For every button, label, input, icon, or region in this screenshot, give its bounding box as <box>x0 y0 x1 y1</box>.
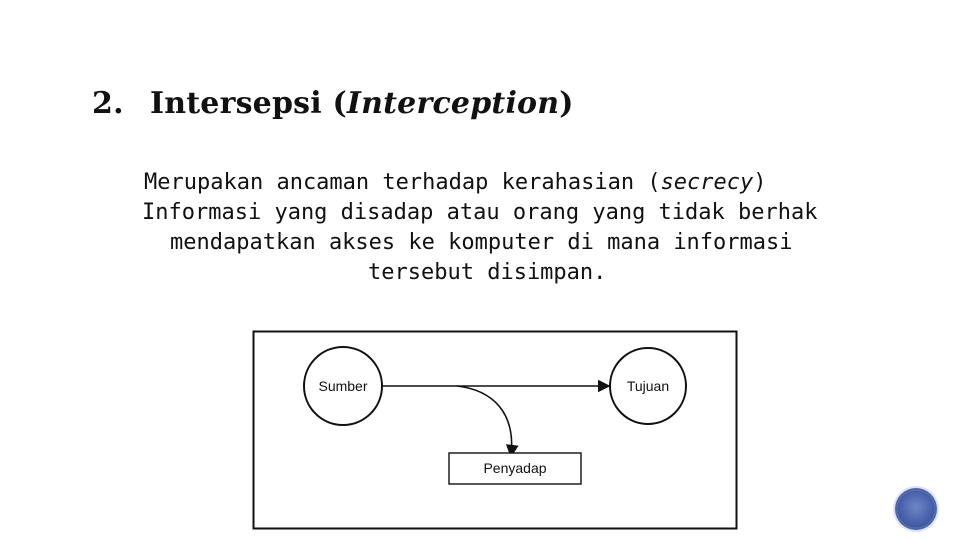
definition-line-4: tersebut disimpan. <box>368 260 607 285</box>
definition-text <box>140 168 840 288</box>
circle-badge-icon <box>897 490 935 528</box>
definition-line-1 <box>140 168 840 198</box>
interception-diagram <box>252 330 738 530</box>
destination-label: Tujuan <box>626 378 670 394</box>
definition-line-1-after: ) <box>753 170 767 195</box>
interception-diagram-svg <box>252 330 738 530</box>
interceptor-label: Penyadap <box>483 460 547 476</box>
slide-title <box>92 82 574 126</box>
title-number: 2. <box>92 86 124 121</box>
definition-line-2: Informasi yang disadap atau orang yang tidak berhak <box>142 200 818 225</box>
definition-line-1-italic: secrecy <box>660 170 754 195</box>
title-italic: Interception <box>346 86 560 121</box>
definition-line-1-before: Merupakan ancaman terhadap kerahasian ( <box>144 170 661 195</box>
interception-arrow <box>457 386 512 456</box>
definition-line-3: mendapatkan akses ke komputer di mana informasi <box>170 230 793 255</box>
title-close: ) <box>559 86 574 121</box>
title-main: Intersepsi ( <box>150 86 347 121</box>
source-label: Sumber <box>318 378 368 394</box>
